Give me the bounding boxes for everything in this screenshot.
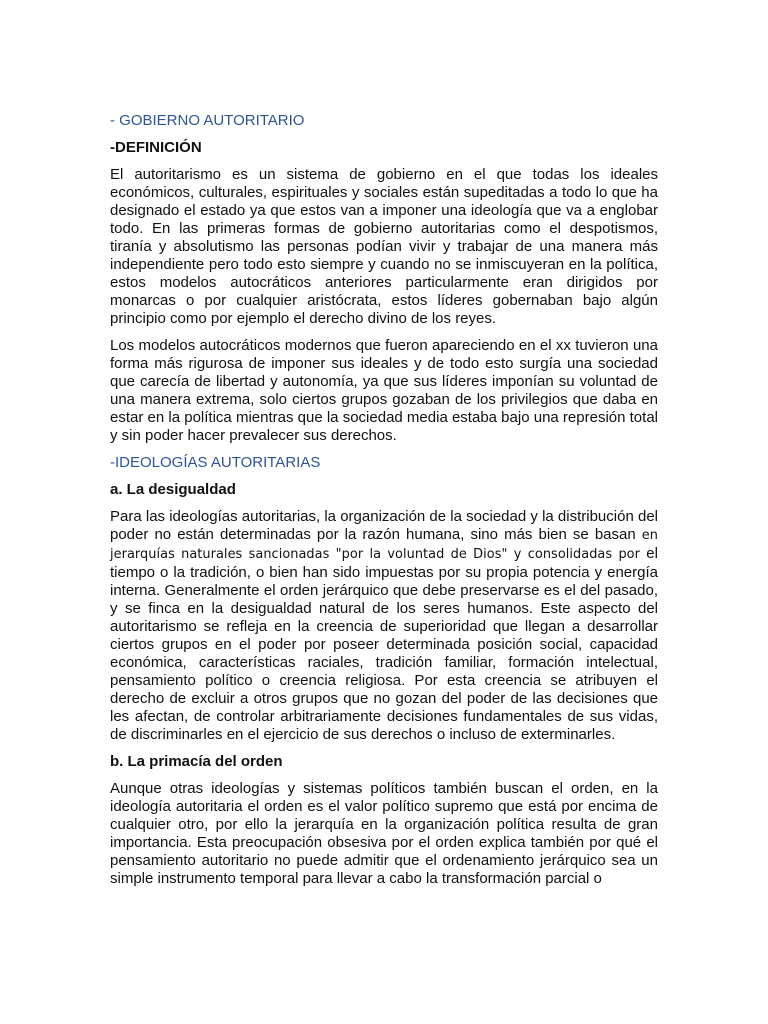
paragraph-desigualdad <box>110 508 658 744</box>
heading-primacia-orden: b. La primacía del orden <box>110 753 283 770</box>
paragraph-definition: El autoritarismo es un sistema de gobierno en el que todas los ideales económicos, culturales, espirituales y sociales están supeditadas a todo lo que ha designado el estado ya que estos van a imponer una ideología que va a englobar todo. En las primeras formas de gobierno autoritarias como el despotismos, tiranía y absolutismo las personas podían vivir y trabajar de una manera más independiente pero todo esto siempre y cuando no se inmiscuyeran en la política, estos modelos autocráticos anteriores particularmente eran dirigidos por monarcas o por cualquier aristócrata, estos líderes gobernaban bajo algún principio como por ejemplo el derecho divino de los reyes. <box>110 166 658 327</box>
paragraph-primacia-orden: Aunque otras ideologías y sistemas políticos también buscan el orden, en la ideología autoritaria el orden es el valor político supremo que está por encima de cualquier otro, por ello la jerarquía en la organización política resulta de gran importancia. Esta preocupación obsesiva por el orden explica también por qué el pensamiento autoritario no puede admitir que el ordenamiento jerárquico sea un simple instrumento temporal para llevar a cabo la transformación parcial o <box>110 780 658 887</box>
heading-desigualdad: a. La desigualdad <box>110 481 236 498</box>
paragraph-desigualdad-part1: Para las ideologías autoritarias, la organización de la sociedad y la distribución del poder no están determinadas por la razón humana, sino más bien se basan <box>110 508 658 543</box>
paragraph-desigualdad-quote: en jerarquías naturales sancionadas "por la voluntad de Dios" y consolidadas por <box>110 528 658 562</box>
heading-gobierno-autoritario: - GOBIERNO AUTORITARIO <box>110 112 305 129</box>
document-page <box>110 112 658 897</box>
heading-definicion: -DEFINICIÓN <box>110 139 202 156</box>
heading-ideologias-autoritarias: -IDEOLOGÍAS AUTORITARIAS <box>110 454 321 471</box>
paragraph-desigualdad-part2: el tiempo o la tradición, o bien han sido impuestas por su propia potencia y energía interna. Generalmente el orden jerárquico que debe preservarse es el del pasado, y se finca en la desigualdad natural de los seres humanos. Este aspecto del autoritarismo se refleja en la creencia de superioridad que llegan a desarrollar ciertos grupos en el poder por poseer determinada posición social, capacidad económica, características raciales, tradición familiar, formación intelectual, pensamiento político o creencia religiosa. Por esta creencia se atribuyen el derecho de excluir a otros grupos que no gozan del poder de las decisiones que les afectan, de controlar arbitrariamente decisiones fundamentales de sus vidas, de discriminarles en el ejercicio de sus derechos o incluso de exterminarles. <box>110 545 658 743</box>
paragraph-modern-models: Los modelos autocráticos modernos que fueron apareciendo en el xx tuvieron una forma más rigurosa de imponer sus ideales y de todo esto surgía una sociedad que carecía de libertad y autonomía, ya que sus líderes imponían su voluntad de una manera extrema, solo ciertos grupos gozaban de los privilegios que daba en estar en la política mientras que la sociedad media estaba bajo una represión total y sin poder hacer prevalecer sus derechos. <box>110 337 658 444</box>
